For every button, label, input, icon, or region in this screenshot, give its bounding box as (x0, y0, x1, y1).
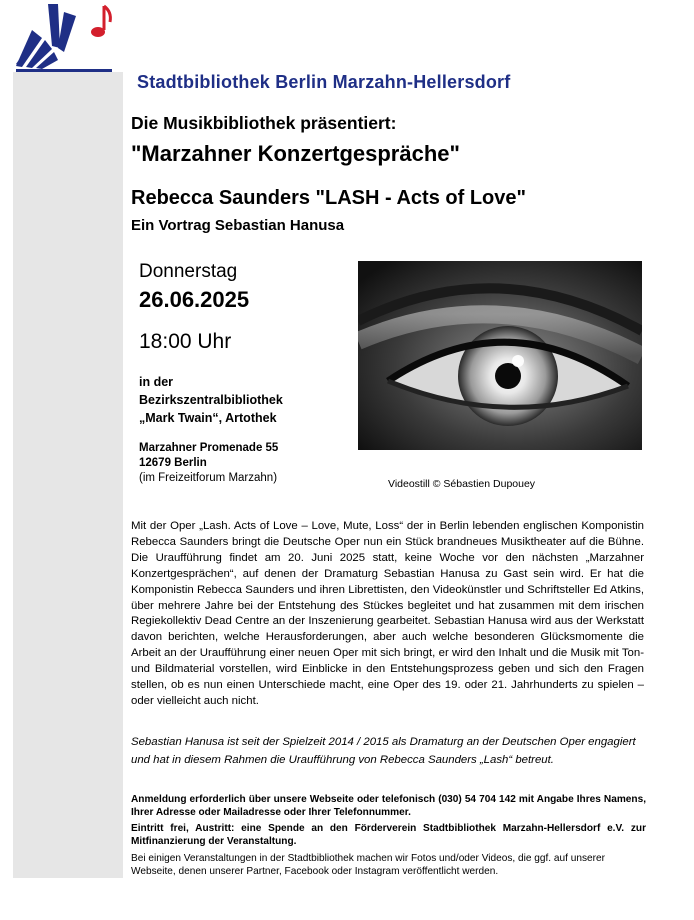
presents-line: Die Musikbibliothek präsentiert: (131, 113, 397, 133)
event-weekday: Donnerstag (139, 261, 238, 282)
photo-caption: Videostill © Sébastien Dupouey (388, 478, 536, 490)
admission-notice: Eintritt frei, Austritt: eine Spende an den Förderverein Stadtbibliothek Marzahn-Hellersdorf e.V. zur Mitfinanzierung der Veranstaltung. (131, 823, 646, 847)
event-date: 26.06.2025 (139, 287, 250, 312)
venue-line: in der (139, 375, 174, 389)
registration-notice: Anmeldung erforderlich über unsere Webseite oder telefonisch (030) 54 704 142 mit Angabe Ihres Namens, Ihrer Adresse oder Mailadresse oder Ihrer Telefonnummer. (131, 794, 646, 818)
address-note: (im Freizeitforum Marzahn) (139, 472, 278, 484)
library-music-logo-icon (12, 0, 118, 72)
address (139, 441, 278, 486)
event-title: Rebecca Saunders "LASH - Acts of Love" (131, 187, 526, 209)
address-street: Marzahner Promenade 55 (139, 442, 279, 454)
address-city: 12679 Berlin (139, 457, 207, 469)
event-description: Mit der Oper „Lash. Acts of Love – Love, Mute, Loss“ der in Berlin lebenden englischen Komponistin Rebecca Saunders bringt die Deutsche Oper nun ein Stück brandneues Musiktheater auf die Bühne. Die Uraufführung findet am 20. Juni 2025 statt, keine Woche vor den nächsten „Marzahner Konzertgesprächen“, auf denen der Dramaturg Sebastian Hanusa zu Gast sein wird. Er hat die Komponistin Rebecca Saunders und ihren Librettisten, den Videokünstler und Schriftsteller Ed Atkins, über mehrere Jahre bei der Entstehung des Stückes begleitet und hat zusammen mit dem irischen Regiekollektiv Dead Centre an der Inszenierung gearbeitet. Sebastian Hanusa wird aus der Werkstatt davon berichten, welche Herausforderungen, aber auch welche besonderen Glücksmomente die Arbeit an der Uraufführung einer neuen Oper mit sich bringt, er wird den Inhalt und die Musik mit Ton- und Bildmaterial vorstellen, wird Einblicke in den Entstehungsprozess geben und sich den Fragen stellen, ob es nun einen Unterschiede macht, eine Oper des 19. oder 21. Jahrhunderts zu spielen – oder vielleicht auch nicht. (131, 520, 644, 707)
venue-line: Bezirkszentralbibliothek (139, 393, 283, 407)
venue (139, 373, 283, 427)
venue-line: „Mark Twain“, Artothek (139, 411, 277, 425)
event-subtitle: Ein Vortrag Sebastian Hanusa (131, 217, 345, 234)
event-time: 18:00 Uhr (139, 330, 232, 353)
speaker-bio: Sebastian Hanusa ist seit der Spielzeit 2014 / 2015 als Dramaturg an der Deutschen Oper engagiert und hat in diesem Rahmen die Uraufführung von Rebecca Saunders „Lash“ betreut. (131, 736, 636, 766)
series-title: "Marzahner Konzertgespräche" (131, 141, 460, 166)
eye-photo (358, 261, 642, 450)
sidebar-strip (13, 72, 123, 878)
library-name: Stadtbibliothek Berlin Marzahn-Hellersdorf (137, 72, 511, 92)
photo-notice: Bei einigen Veranstaltungen in der Stadtbibliothek machen wir Fotos und/oder Videos, die ggf. auf unserer Webseite, denen unserer Partner, Facebook oder Instagram veröffentlicht werden. (131, 853, 605, 877)
